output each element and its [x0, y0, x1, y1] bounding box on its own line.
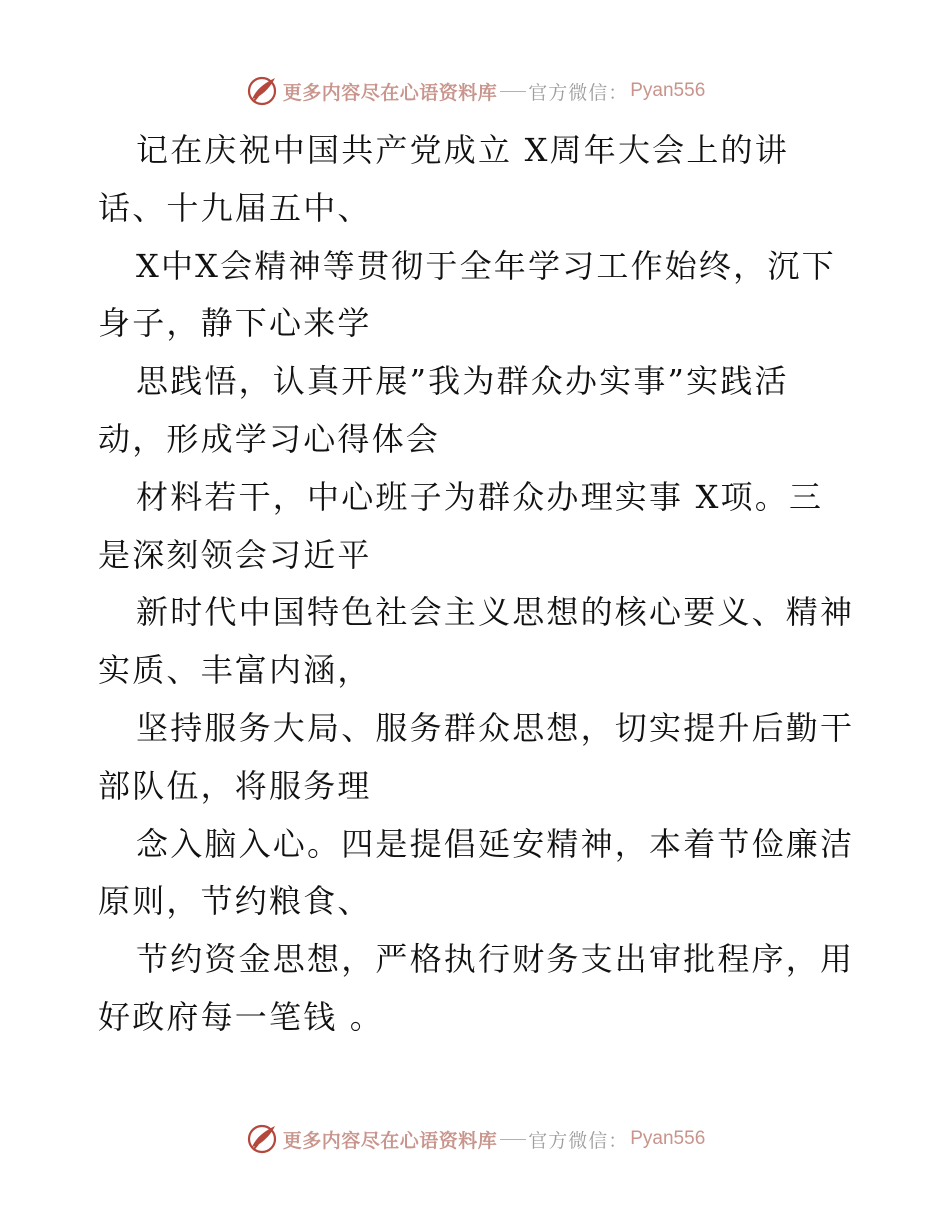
pen-logo-icon — [245, 1122, 279, 1156]
document-body — [98, 122, 858, 1047]
body-line: 思践悟，认真开展”我为群众办实事”实践活 — [136, 362, 789, 401]
header-watermark — [0, 74, 950, 108]
body-line: X中X会精神等贯彻于全年学习工作始终，沉下 — [136, 246, 836, 285]
body-line: 动，形成学习心得体会 — [98, 419, 441, 458]
watermark-dash — [500, 91, 526, 92]
body-line: 是深刻领会习近平 — [98, 535, 372, 574]
body-line: 节约资金思想，严格执行财务支出审批程序，用 — [136, 940, 855, 979]
footer-watermark — [0, 1122, 950, 1156]
watermark-dash — [500, 1139, 526, 1140]
body-line: 原则，节约粮食、 — [98, 882, 372, 921]
watermark-wechat-id: Pyan556 — [630, 1128, 706, 1149]
pen-logo-icon — [245, 74, 279, 108]
body-line: 话、十九届五中、 — [98, 188, 372, 227]
body-line: 身子，静下心来学 — [98, 304, 372, 343]
watermark-main-text: 更多内容尽在心语资料库 — [282, 81, 498, 104]
body-line: 念入脑入心。四是提倡延安精神，本着节俭廉洁 — [136, 824, 855, 863]
watermark-wechat-id: Pyan556 — [630, 80, 706, 101]
body-line: 好政府每一笔钱 。 — [98, 997, 384, 1036]
body-line: 部队伍，将服务理 — [98, 766, 372, 805]
body-line: 新时代中国特色社会主义思想的核心要义、精神 — [136, 593, 855, 632]
body-line: 记在庆祝中国共产党成立 X周年大会上的讲 — [136, 131, 789, 169]
body-line: 坚持服务大局、服务群众思想，切实提升后勤干 — [136, 708, 855, 747]
watermark-main-text: 更多内容尽在心语资料库 — [282, 1129, 498, 1152]
body-line: 材料若干，中心班子为群众办理实事 X项。三 — [136, 477, 824, 516]
watermark-sub-label: 官方微信： — [528, 81, 629, 104]
body-line: 实质、丰富内涵， — [98, 651, 372, 690]
watermark-sub-label: 官方微信： — [528, 1129, 629, 1152]
